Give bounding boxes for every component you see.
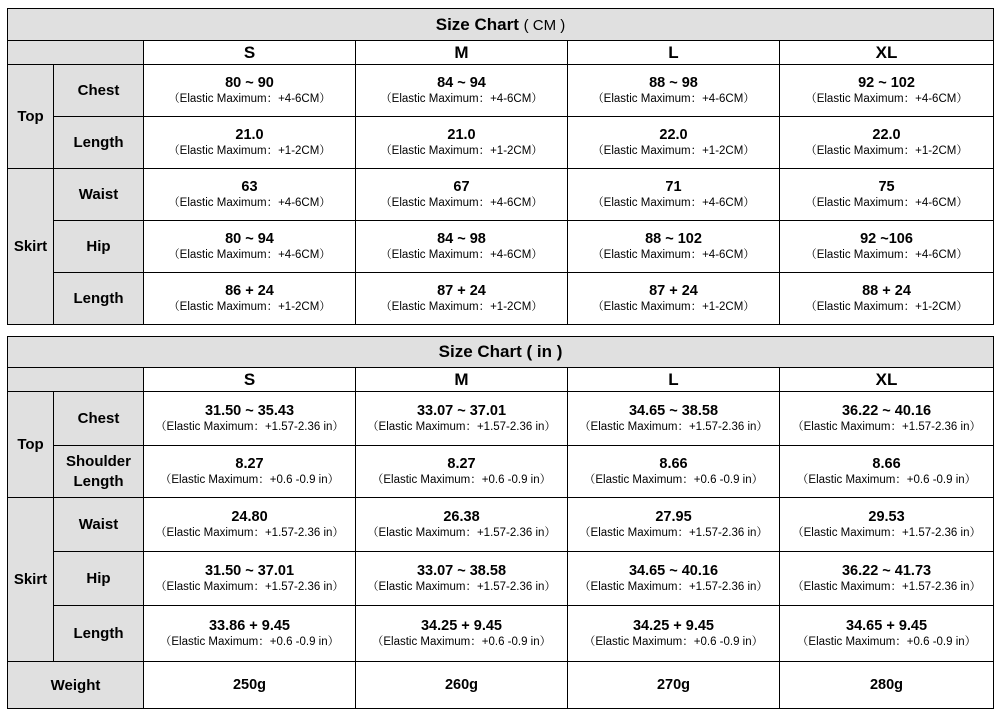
weight-value: 250g bbox=[144, 662, 356, 709]
measure-label: Chest bbox=[54, 65, 144, 117]
value-main: 36.22 ~ 41.73 bbox=[841, 563, 932, 579]
table-row bbox=[8, 169, 994, 221]
value-note: （Elastic Maximum：+0.6 -0.9 in） bbox=[371, 635, 552, 648]
value-cell bbox=[568, 446, 780, 498]
value-note: （Elastic Maximum：+1-2CM） bbox=[592, 300, 755, 313]
table-row bbox=[8, 273, 994, 325]
value-cell bbox=[356, 221, 568, 273]
value-main: 22.0 bbox=[659, 127, 688, 143]
value-cell bbox=[144, 221, 356, 273]
header-blank bbox=[8, 41, 144, 65]
value-main: 36.22 ~ 40.16 bbox=[841, 403, 932, 419]
value-cell bbox=[780, 606, 994, 662]
value-cell bbox=[780, 65, 994, 117]
value-cell bbox=[144, 117, 356, 169]
value-note: （Elastic Maximum：+1.57-2.36 in） bbox=[155, 420, 344, 433]
table-row bbox=[8, 498, 994, 552]
value-cell bbox=[356, 552, 568, 606]
weight-value: 280g bbox=[780, 662, 994, 709]
value-cell bbox=[568, 117, 780, 169]
table-row bbox=[8, 552, 994, 606]
size-header-m: M bbox=[356, 368, 568, 392]
value-note: （Elastic Maximum：+0.6 -0.9 in） bbox=[159, 473, 340, 486]
measure-label: Length bbox=[54, 606, 144, 662]
value-note: （Elastic Maximum：+1.57-2.36 in） bbox=[367, 526, 556, 539]
value-cell bbox=[356, 169, 568, 221]
value-note: （Elastic Maximum：+0.6 -0.9 in） bbox=[371, 473, 552, 486]
value-main: 63 bbox=[241, 179, 258, 195]
value-cell bbox=[780, 446, 994, 498]
size-header-l: L bbox=[568, 41, 780, 65]
value-cell bbox=[144, 65, 356, 117]
value-note: （Elastic Maximum：+0.6 -0.9 in） bbox=[796, 635, 977, 648]
value-main: 34.65 ~ 40.16 bbox=[628, 563, 719, 579]
value-main: 84 ~ 94 bbox=[437, 75, 486, 91]
value-main: 92 ~106 bbox=[860, 231, 913, 247]
size-chart-inch bbox=[7, 336, 994, 662]
value-main: 34.65 ~ 38.58 bbox=[628, 403, 719, 419]
value-cell bbox=[144, 552, 356, 606]
value-main: 33.07 ~ 38.58 bbox=[416, 563, 507, 579]
value-main: 33.86 + 9.45 bbox=[208, 618, 291, 634]
measure-label: Hip bbox=[54, 552, 144, 606]
value-cell bbox=[780, 221, 994, 273]
size-header-s: S bbox=[144, 41, 356, 65]
table-row bbox=[8, 65, 994, 117]
value-main: 21.0 bbox=[235, 127, 264, 143]
table-row bbox=[8, 221, 994, 273]
value-note: （Elastic Maximum：+4-6CM） bbox=[592, 92, 755, 105]
table-row bbox=[8, 117, 994, 169]
value-note: （Elastic Maximum：+1-2CM） bbox=[168, 300, 331, 313]
value-main: 26.38 bbox=[443, 509, 480, 525]
value-note: （Elastic Maximum：+1.57-2.36 in） bbox=[792, 420, 981, 433]
value-cell bbox=[568, 392, 780, 446]
value-cell bbox=[144, 446, 356, 498]
value-cell bbox=[144, 273, 356, 325]
title-unit: ( CM ) bbox=[523, 16, 566, 34]
value-note: （Elastic Maximum：+1.57-2.36 in） bbox=[579, 580, 768, 593]
value-main: 88 + 24 bbox=[862, 283, 911, 299]
value-note: （Elastic Maximum：+4-6CM） bbox=[380, 196, 543, 209]
weight-value: 270g bbox=[568, 662, 780, 709]
value-cell bbox=[568, 65, 780, 117]
value-cell bbox=[568, 273, 780, 325]
value-main: 87 + 24 bbox=[649, 283, 698, 299]
title-text: Size Chart bbox=[438, 342, 522, 361]
value-note: （Elastic Maximum：+0.6 -0.9 in） bbox=[583, 635, 764, 648]
value-note: （Elastic Maximum：+1-2CM） bbox=[380, 300, 543, 313]
value-note: （Elastic Maximum：+4-6CM） bbox=[592, 248, 755, 261]
table-title bbox=[8, 337, 994, 368]
value-note: （Elastic Maximum：+1.57-2.36 in） bbox=[579, 526, 768, 539]
measure-label: Hip bbox=[54, 221, 144, 273]
value-cell bbox=[780, 273, 994, 325]
value-main: 8.66 bbox=[659, 456, 688, 472]
value-cell bbox=[780, 117, 994, 169]
value-cell bbox=[356, 65, 568, 117]
value-note: （Elastic Maximum：+1.57-2.36 in） bbox=[367, 420, 556, 433]
value-main: 31.50 ~ 37.01 bbox=[204, 563, 295, 579]
value-main: 88 ~ 98 bbox=[649, 75, 698, 91]
value-main: 27.95 bbox=[655, 509, 692, 525]
value-cell bbox=[356, 117, 568, 169]
size-header-xl: XL bbox=[780, 368, 994, 392]
value-cell bbox=[568, 169, 780, 221]
value-main: 8.66 bbox=[872, 456, 901, 472]
value-note: （Elastic Maximum：+4-6CM） bbox=[168, 248, 331, 261]
value-note: （Elastic Maximum：+1-2CM） bbox=[380, 144, 543, 157]
value-cell bbox=[356, 606, 568, 662]
value-main: 21.0 bbox=[447, 127, 476, 143]
value-main: 80 ~ 90 bbox=[225, 75, 274, 91]
table-row bbox=[8, 392, 994, 446]
value-main: 8.27 bbox=[447, 456, 476, 472]
value-main: 67 bbox=[453, 179, 470, 195]
value-main: 8.27 bbox=[235, 456, 264, 472]
value-cell bbox=[356, 446, 568, 498]
weight-value: 260g bbox=[356, 662, 568, 709]
value-cell bbox=[568, 552, 780, 606]
value-main: 88 ~ 102 bbox=[645, 231, 702, 247]
group-label-top: Top bbox=[8, 65, 54, 169]
value-main: 92 ~ 102 bbox=[858, 75, 915, 91]
value-main: 34.25 + 9.45 bbox=[632, 618, 715, 634]
value-cell bbox=[356, 392, 568, 446]
value-note: （Elastic Maximum：+4-6CM） bbox=[805, 196, 968, 209]
value-note: （Elastic Maximum：+1.57-2.36 in） bbox=[792, 580, 981, 593]
table-row bbox=[8, 662, 994, 709]
value-note: （Elastic Maximum：+1-2CM） bbox=[168, 144, 331, 157]
value-main: 31.50 ~ 35.43 bbox=[204, 403, 295, 419]
value-cell bbox=[144, 606, 356, 662]
value-main: 71 bbox=[665, 179, 682, 195]
table-title bbox=[8, 9, 994, 41]
value-note: （Elastic Maximum：+0.6 -0.9 in） bbox=[583, 473, 764, 486]
value-note: （Elastic Maximum：+1.57-2.36 in） bbox=[367, 580, 556, 593]
group-label-top: Top bbox=[8, 392, 54, 498]
value-main: 24.80 bbox=[231, 509, 268, 525]
value-note: （Elastic Maximum：+1-2CM） bbox=[592, 144, 755, 157]
measure-label: Chest bbox=[54, 392, 144, 446]
size-header-xl: XL bbox=[780, 41, 994, 65]
measure-label: Shoulder Length bbox=[54, 446, 144, 498]
value-note: （Elastic Maximum：+4-6CM） bbox=[592, 196, 755, 209]
value-main: 34.25 + 9.45 bbox=[420, 618, 503, 634]
value-cell bbox=[780, 552, 994, 606]
value-cell bbox=[568, 498, 780, 552]
group-label-skirt: Skirt bbox=[8, 498, 54, 662]
value-note: （Elastic Maximum：+4-6CM） bbox=[805, 92, 968, 105]
value-note: （Elastic Maximum：+1.57-2.36 in） bbox=[579, 420, 768, 433]
value-note: （Elastic Maximum：+4-6CM） bbox=[380, 92, 543, 105]
table-row bbox=[8, 446, 994, 498]
title-unit: ( in ) bbox=[526, 342, 563, 361]
header-blank bbox=[8, 368, 144, 392]
value-cell bbox=[568, 221, 780, 273]
measure-label: Waist bbox=[54, 169, 144, 221]
value-cell bbox=[144, 392, 356, 446]
value-note: （Elastic Maximum：+0.6 -0.9 in） bbox=[796, 473, 977, 486]
value-note: （Elastic Maximum：+4-6CM） bbox=[168, 92, 331, 105]
value-main: 86 + 24 bbox=[225, 283, 274, 299]
value-main: 34.65 + 9.45 bbox=[846, 618, 928, 634]
size-header-s: S bbox=[144, 368, 356, 392]
title-text: Size Chart bbox=[435, 14, 519, 34]
value-cell bbox=[144, 169, 356, 221]
weight-table bbox=[7, 661, 994, 709]
value-main: 33.07 ~ 37.01 bbox=[416, 403, 507, 419]
value-note: （Elastic Maximum：+0.6 -0.9 in） bbox=[159, 635, 340, 648]
value-cell bbox=[144, 498, 356, 552]
value-main: 84 ~ 98 bbox=[437, 231, 486, 247]
measure-label: Length bbox=[54, 117, 144, 169]
measure-label: Waist bbox=[54, 498, 144, 552]
value-cell bbox=[780, 498, 994, 552]
value-cell bbox=[568, 606, 780, 662]
value-note: （Elastic Maximum：+4-6CM） bbox=[380, 248, 543, 261]
value-note: （Elastic Maximum：+1-2CM） bbox=[805, 144, 968, 157]
value-main: 22.0 bbox=[872, 127, 901, 143]
value-note: （Elastic Maximum：+1.57-2.36 in） bbox=[155, 526, 344, 539]
value-note: （Elastic Maximum：+1.57-2.36 in） bbox=[792, 526, 981, 539]
value-main: 75 bbox=[878, 179, 895, 195]
value-main: 29.53 bbox=[868, 509, 905, 525]
table-row bbox=[8, 606, 994, 662]
size-chart-cm bbox=[7, 8, 994, 325]
weight-label: Weight bbox=[8, 662, 144, 709]
value-note: （Elastic Maximum：+1-2CM） bbox=[805, 300, 968, 313]
value-main: 80 ~ 94 bbox=[225, 231, 274, 247]
value-note: （Elastic Maximum：+4-6CM） bbox=[168, 196, 331, 209]
value-cell bbox=[780, 169, 994, 221]
size-header-m: M bbox=[356, 41, 568, 65]
measure-label: Length bbox=[54, 273, 144, 325]
value-cell bbox=[356, 273, 568, 325]
value-note: （Elastic Maximum：+1.57-2.36 in） bbox=[155, 580, 344, 593]
size-header-l: L bbox=[568, 368, 780, 392]
value-cell bbox=[780, 392, 994, 446]
value-main: 87 + 24 bbox=[437, 283, 486, 299]
value-note: （Elastic Maximum：+4-6CM） bbox=[805, 248, 968, 261]
value-cell bbox=[356, 498, 568, 552]
group-label-skirt: Skirt bbox=[8, 169, 54, 325]
